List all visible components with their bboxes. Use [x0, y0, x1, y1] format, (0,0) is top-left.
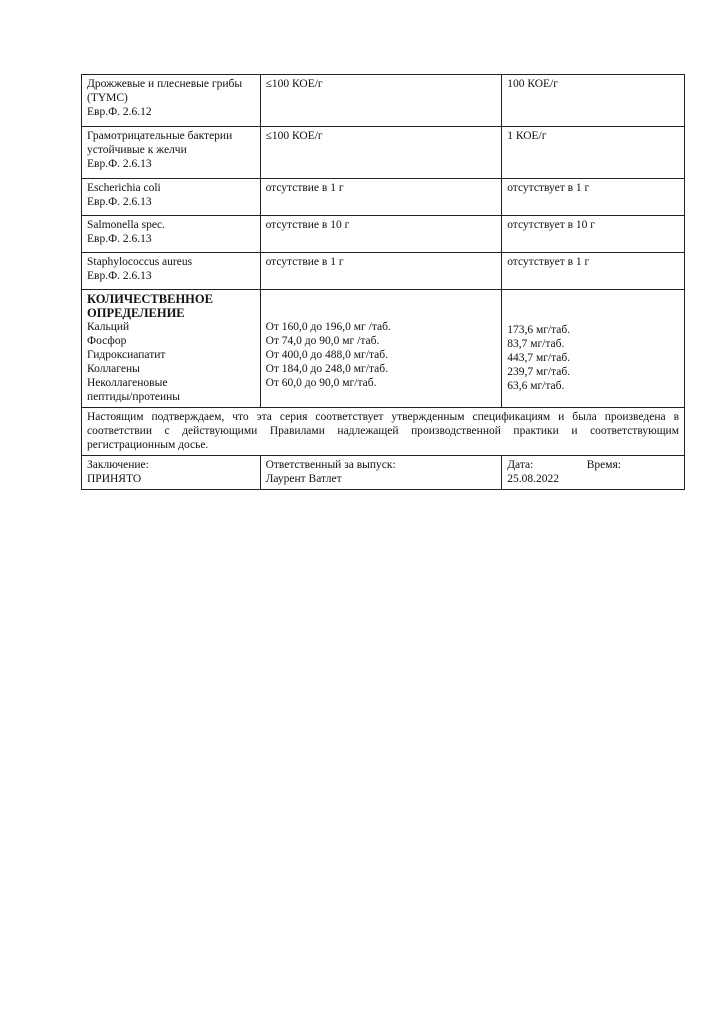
- quant-result-cell: [502, 290, 685, 408]
- date-cell: [502, 456, 685, 490]
- date-label: Дата:: [507, 459, 534, 471]
- quant-spec-cell: [260, 290, 502, 408]
- specification-table: [81, 74, 685, 490]
- table-row: [82, 216, 685, 253]
- quant-item-name: Гидроксиапатит: [87, 349, 166, 361]
- test-method: Евр.Ф. 2.6.13: [87, 196, 152, 208]
- conclusion-cell: [82, 456, 261, 490]
- quant-item-name: Фосфор: [87, 335, 127, 347]
- test-name: устойчивые к желчи: [87, 144, 187, 156]
- test-name-cell: [82, 75, 261, 127]
- quant-item-spec: От 60,0 до 90,0 мг/таб.: [265, 377, 377, 389]
- table-row: [82, 179, 685, 216]
- test-method: Евр.Ф. 2.6.13: [87, 233, 152, 245]
- test-name-cell: [82, 179, 261, 216]
- quant-names-cell: [82, 290, 261, 408]
- test-method: Евр.Ф. 2.6.13: [87, 270, 152, 282]
- date-value: 25.08.2022: [507, 473, 559, 485]
- test-name-cell: [82, 253, 261, 290]
- quant-item-name: пептиды/протеины: [87, 391, 181, 403]
- conformity-statement: Настоящим подтверждаем, что эта серия соответствует утвержденным спецификациям и была произведена в соответствии с действующими Правилами надлежащей производственной практики и соответствующим регистрационным досье.: [82, 408, 685, 456]
- result-cell: [502, 216, 685, 253]
- table-row: [82, 253, 685, 290]
- test-method: Евр.Ф. 2.6.13: [87, 158, 152, 170]
- conclusion-label: Заключение:: [87, 459, 149, 471]
- test-name: Escherichia coli: [87, 182, 161, 194]
- quant-item-spec: От 400,0 до 488,0 мг/таб.: [265, 349, 388, 361]
- spec-cell: [260, 127, 502, 179]
- quant-item-result: 239,7 мг/таб.: [507, 366, 571, 378]
- quant-item-result: 443,7 мг/таб.: [507, 352, 571, 364]
- responsible-cell: [260, 456, 502, 490]
- footer-row: [82, 456, 685, 490]
- result-value: отсутствует в 10 г: [507, 219, 595, 231]
- conclusion-value: ПРИНЯТО: [87, 473, 142, 485]
- quant-item-spec: От 184,0 до 248,0 мг/таб.: [265, 363, 388, 375]
- test-name-cell: [82, 216, 261, 253]
- quant-heading: ОПРЕДЕЛЕНИЕ: [87, 306, 185, 320]
- statement-row: [82, 408, 685, 456]
- quant-item-spec: От 160,0 до 196,0 мг /таб.: [265, 321, 391, 333]
- quant-item-result: 63,6 мг/таб.: [507, 380, 565, 392]
- test-name-cell: [82, 127, 261, 179]
- quantitative-row: [82, 290, 685, 408]
- quant-item-result: 83,7 мг/таб.: [507, 338, 565, 350]
- quant-item-name: Коллагены: [87, 363, 140, 375]
- quant-item-name: Кальций: [87, 321, 130, 333]
- spec-cell: [260, 75, 502, 127]
- spec-value: отсутствие в 10 г: [265, 219, 350, 231]
- result-cell: [502, 179, 685, 216]
- spec-value: ≤100 КОЕ/г: [265, 130, 323, 142]
- result-value: отсутствует в 1 г: [507, 256, 590, 268]
- responsible-label: Ответственный за выпуск:: [265, 459, 396, 471]
- result-value: 1 КОЕ/г: [507, 130, 547, 142]
- spec-value: отсутствие в 1 г: [265, 182, 344, 194]
- result-value: отсутствует в 1 г: [507, 182, 590, 194]
- spec-value: отсутствие в 1 г: [265, 256, 344, 268]
- quant-heading: КОЛИЧЕСТВЕННОЕ: [87, 292, 213, 306]
- test-name: Дрожжевые и плесневые грибы: [87, 78, 243, 90]
- test-name: (TYMC): [87, 92, 128, 104]
- quant-item-spec: От 74,0 до 90,0 мг /таб.: [265, 335, 380, 347]
- test-name: Salmonella spec.: [87, 219, 165, 231]
- spec-cell: [260, 179, 502, 216]
- table-row: [82, 75, 685, 127]
- time-label: Время:: [586, 459, 621, 471]
- spec-cell: [260, 253, 502, 290]
- table-row: [82, 127, 685, 179]
- result-value: 100 КОЕ/г: [507, 78, 558, 90]
- result-cell: [502, 127, 685, 179]
- test-name: Staphylococcus aureus: [87, 256, 193, 268]
- result-cell: [502, 75, 685, 127]
- responsible-value: Лаурент Ватлет: [265, 473, 342, 485]
- spec-value: ≤100 КОЕ/г: [265, 78, 323, 90]
- spec-cell: [260, 216, 502, 253]
- quant-item-name: Неколлагеновые: [87, 377, 168, 389]
- quant-item-result: 173,6 мг/таб.: [507, 324, 571, 336]
- test-method: Евр.Ф. 2.6.12: [87, 106, 152, 118]
- test-name: Грамотрицательные бактерии: [87, 130, 233, 142]
- result-cell: [502, 253, 685, 290]
